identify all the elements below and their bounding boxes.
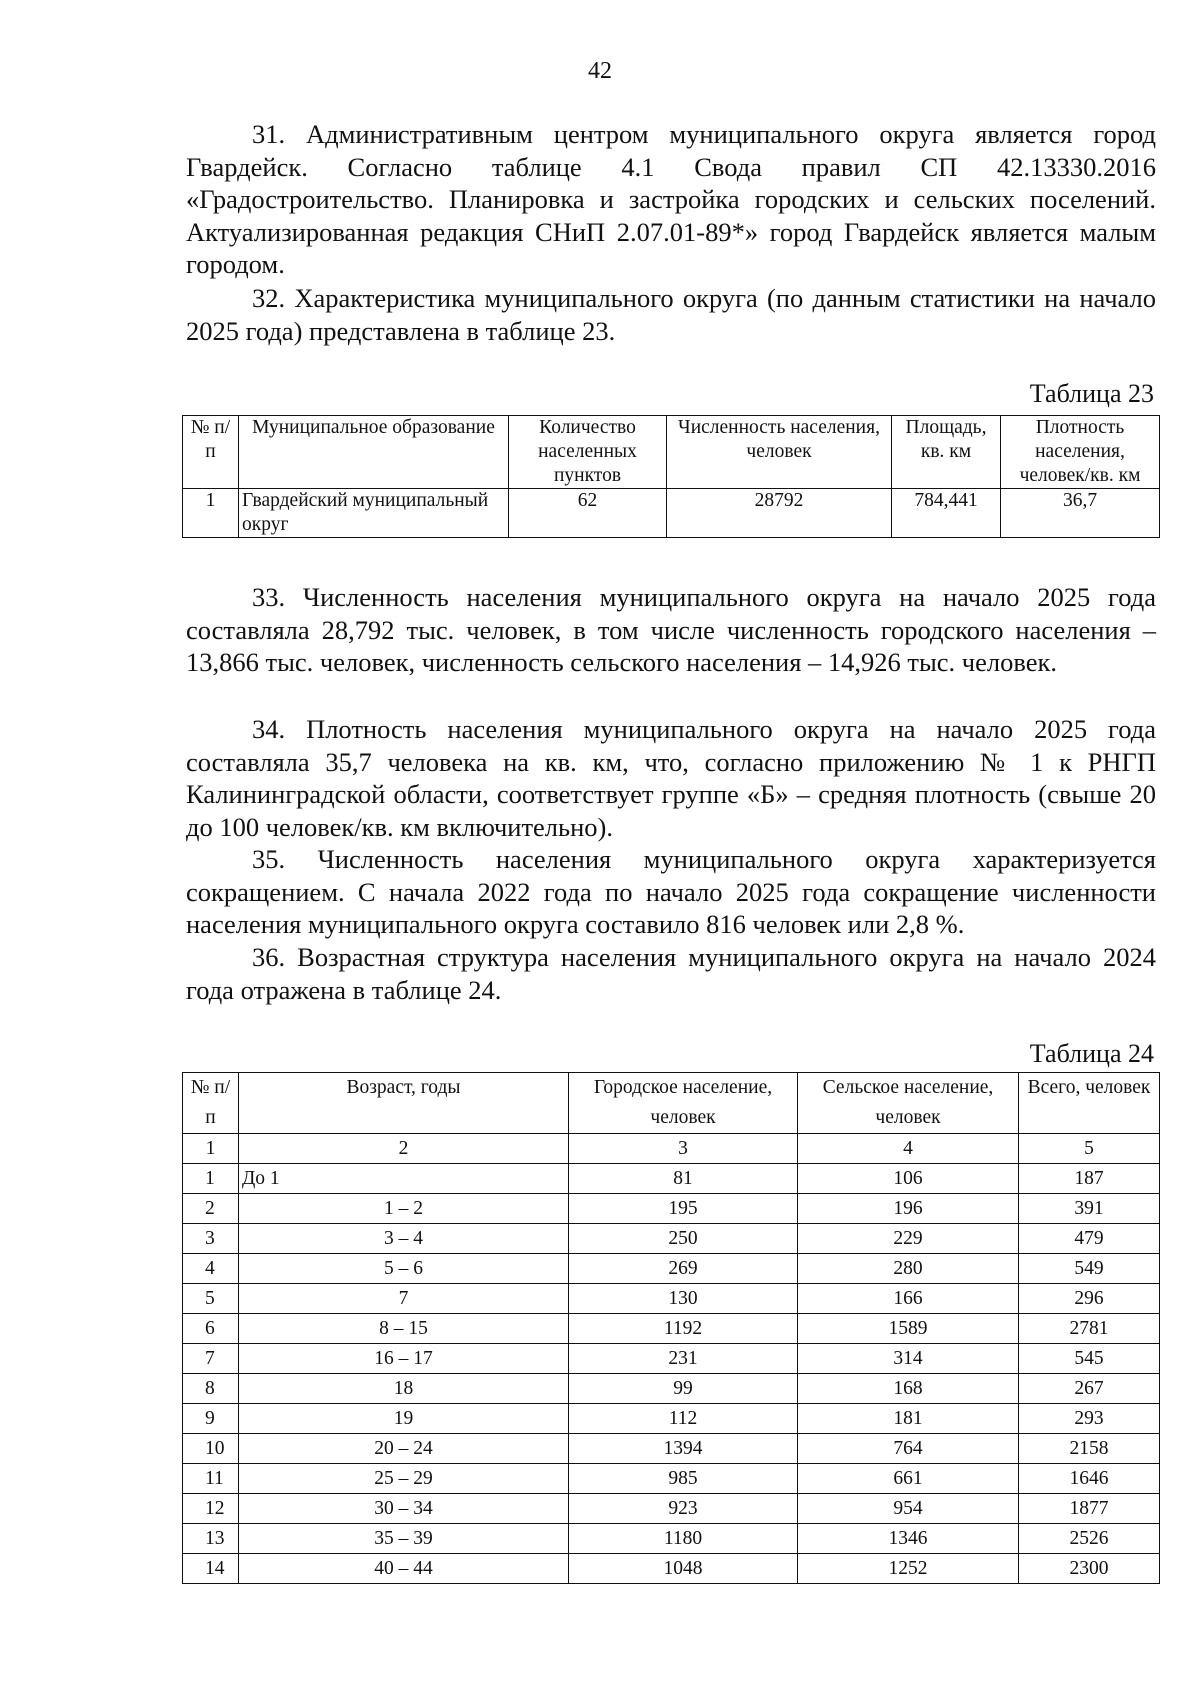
table-24-header-cell: Городское население, человек [569, 1073, 798, 1134]
table-24-cell: До 1 [239, 1164, 569, 1194]
table-23-header-cell: № п/п [183, 416, 239, 489]
table-24-cell: 923 [569, 1494, 798, 1524]
table-24-header-cell: Возраст, годы [239, 1073, 569, 1134]
table-23-header-cell: Количество населенных пунктов [509, 416, 667, 489]
table-24-cell: 296 [1019, 1284, 1160, 1314]
table-24-cell: 112 [569, 1404, 798, 1434]
page-number: 42 [588, 58, 612, 84]
table-24-cell: 166 [798, 1284, 1019, 1314]
table-24-column-number-row [183, 1134, 1160, 1164]
table-24-cell: 5 – 6 [239, 1254, 569, 1284]
table-24-cell: 8 [183, 1374, 239, 1404]
table-23-cell: 36,7 [1001, 489, 1160, 538]
table-row [183, 1254, 1160, 1284]
table-24-cell: 25 – 29 [239, 1464, 569, 1494]
table-23-header-cell: Численность населения, человек [667, 416, 892, 489]
table-23-cell: 28792 [667, 489, 892, 538]
table-24-cell: 954 [798, 1494, 1019, 1524]
table-24-cell: 14 [183, 1554, 239, 1584]
table-24-cell: 1 [183, 1164, 239, 1194]
table-24-cell: 1180 [569, 1524, 798, 1554]
table-24-cell: 196 [798, 1194, 1019, 1224]
table-row [183, 1194, 1160, 1224]
table-23-cell: Гвардейский муниципальный округ [239, 489, 509, 538]
table-24-cell: 181 [798, 1404, 1019, 1434]
table-24-cell: 250 [569, 1224, 798, 1254]
table-24-cell: 130 [569, 1284, 798, 1314]
table-24-cell: 168 [798, 1374, 1019, 1404]
table-24-cell: 280 [798, 1254, 1019, 1284]
table-row [183, 1374, 1160, 1404]
table-24-cell: 18 [239, 1374, 569, 1404]
table-24-cell: 20 – 24 [239, 1434, 569, 1464]
table-24-cell: 661 [798, 1464, 1019, 1494]
table-row [183, 1344, 1160, 1374]
table-24-cell: 1394 [569, 1434, 798, 1464]
table-24-column-number: 2 [239, 1134, 569, 1164]
table-24-cell: 229 [798, 1224, 1019, 1254]
table-24-cell: 3 – 4 [239, 1224, 569, 1254]
table-24-cell: 195 [569, 1194, 798, 1224]
table-24-cell: 30 – 34 [239, 1494, 569, 1524]
table-24-header-cell: Сельское население, человек [798, 1073, 1019, 1134]
table-24-cell: 1048 [569, 1554, 798, 1584]
table-24-cell: 391 [1019, 1194, 1160, 1224]
table-24-cell: 2158 [1019, 1434, 1160, 1464]
table-24-cell: 1192 [569, 1314, 798, 1344]
table-24-column-number: 4 [798, 1134, 1019, 1164]
table-24-cell: 1589 [798, 1314, 1019, 1344]
paragraph-31: 31. Административным центром муниципального округа является город Гвардейск. Согласно таблице 4.1 Свода правил СП 42.13330.2016 «Градостроительство. Планировка и застройка городских и сельских поселений. Актуализированная редакция СНиП 2.07.01-89*» город Гвардейск является малым городом. [186, 119, 1156, 279]
table-24-body [183, 1164, 1160, 1584]
table-24-header-cell: Всего, человек [1019, 1073, 1160, 1134]
table-24-cell: 269 [569, 1254, 798, 1284]
table-24-cell: 7 [183, 1344, 239, 1374]
table-24-cell: 231 [569, 1344, 798, 1374]
table-24-cell: 314 [798, 1344, 1019, 1374]
table-24-cell: 5 [183, 1284, 239, 1314]
table-23-header-row [183, 416, 1160, 489]
table-24-cell: 99 [569, 1374, 798, 1404]
table-23-header-cell: Плотность населения, человек/кв. км [1001, 416, 1160, 489]
table-24-cell: 13 [183, 1524, 239, 1554]
table-24-cell: 9 [183, 1404, 239, 1434]
table-24-cell: 106 [798, 1164, 1019, 1194]
table-24-cell: 1877 [1019, 1494, 1160, 1524]
table-row [183, 1524, 1160, 1554]
table-24-cell: 1252 [798, 1554, 1019, 1584]
table-23 [182, 415, 1160, 538]
table-24-header-row [183, 1073, 1160, 1134]
table-row [183, 489, 1160, 538]
paragraph-32: 32. Характеристика муниципального округа (по данным статистики на начало 2025 года) представлена в таблице 23. [186, 283, 1156, 346]
table-24-cell: 267 [1019, 1374, 1160, 1404]
table-23-cell: 1 [183, 489, 239, 538]
table-row [183, 1164, 1160, 1194]
table-23-header-cell: Площадь, кв. км [892, 416, 1001, 489]
table-row [183, 1284, 1160, 1314]
table-row [183, 1404, 1160, 1434]
table-24-cell: 2526 [1019, 1524, 1160, 1554]
table-row [183, 1464, 1160, 1494]
table-row [183, 1434, 1160, 1464]
table-24-cell: 35 – 39 [239, 1524, 569, 1554]
table-24-cell: 479 [1019, 1224, 1160, 1254]
table-24-cell: 19 [239, 1404, 569, 1434]
table-24-cell: 764 [798, 1434, 1019, 1464]
table-24-cell: 545 [1019, 1344, 1160, 1374]
table-23-header-cell: Муниципальное образование [239, 416, 509, 489]
table-23-cell: 62 [509, 489, 667, 538]
table-24-cell: 7 [239, 1284, 569, 1314]
table-24-cell: 293 [1019, 1404, 1160, 1434]
table-24-cell: 2300 [1019, 1554, 1160, 1584]
table-24-column-number: 5 [1019, 1134, 1160, 1164]
table-24-cell: 549 [1019, 1254, 1160, 1284]
paragraph-33: 33. Численность населения муниципального округа на начало 2025 года составляла 28,792 тыс. человек, в том числе численность городского населения – 13,866 тыс. человек, численность сельского населения – 14,926 тыс. человек. [186, 582, 1156, 677]
paragraph-34: 34. Плотность населения муниципального округа на начало 2025 года составляла 35,7 человека на кв. км, что, согласно приложению № 1 к РНГП Калининградской области, соответствует группе «Б» – средняя плотность (свыше 20 до 100 человек/кв. км включительно). [186, 714, 1156, 842]
table-24-cell: 3 [183, 1224, 239, 1254]
table-24-cell: 187 [1019, 1164, 1160, 1194]
table-24-cell: 1 – 2 [239, 1194, 569, 1224]
table-24-cell: 1646 [1019, 1464, 1160, 1494]
table-24-cell: 16 – 17 [239, 1344, 569, 1374]
table-24-cell: 11 [183, 1464, 239, 1494]
table-24-cell: 985 [569, 1464, 798, 1494]
table-24-column-number: 3 [569, 1134, 798, 1164]
table-24-cell: 1346 [798, 1524, 1019, 1554]
table-24-cell: 2781 [1019, 1314, 1160, 1344]
table-24-cell: 40 – 44 [239, 1554, 569, 1584]
table-24-cell: 4 [183, 1254, 239, 1284]
table-24-cell: 81 [569, 1164, 798, 1194]
table-23-caption: Таблица 23 [1029, 379, 1154, 408]
paragraph-36: 36. Возрастная структура населения муниципального округа на начало 2024 года отражена в таблице 24. [186, 942, 1156, 1005]
table-row [183, 1554, 1160, 1584]
table-row [183, 1494, 1160, 1524]
table-row [183, 1314, 1160, 1344]
table-24 [182, 1072, 1160, 1584]
table-24-cell: 2 [183, 1194, 239, 1224]
paragraph-35: 35. Численность населения муниципального округа характеризуется сокращением. С начала 2022 года по начало 2025 года сокращение численности населения муниципального округа составило 816 человек или 2,8 %. [186, 844, 1156, 939]
table-24-column-number: 1 [183, 1134, 239, 1164]
table-24-header-cell: № п/п [183, 1073, 239, 1134]
table-23-cell: 784,441 [892, 489, 1001, 538]
table-24-cell: 10 [183, 1434, 239, 1464]
table-24-cell: 12 [183, 1494, 239, 1524]
table-row [183, 1224, 1160, 1254]
table-24-cell: 6 [183, 1314, 239, 1344]
table-24-cell: 8 – 15 [239, 1314, 569, 1344]
table-24-caption: Таблица 24 [1029, 1039, 1154, 1068]
